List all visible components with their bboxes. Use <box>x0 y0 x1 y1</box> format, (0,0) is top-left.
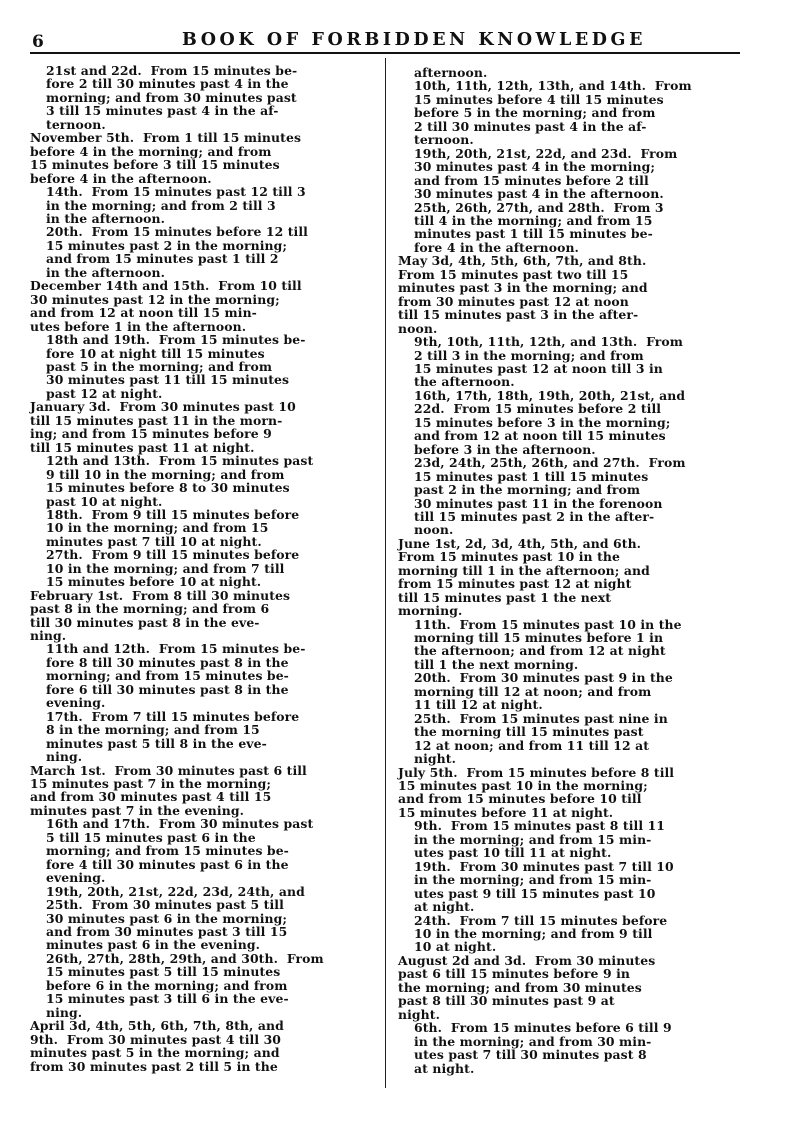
entry-line: 30 minutes past 4 in the afternoon. <box>414 186 664 202</box>
entry-line: 19th, 20th, 21st, 22d, 23d, 24th, and <box>46 883 305 899</box>
entry-line: till 15 minutes past 2 in the after- <box>414 508 655 524</box>
entry-line: noon. <box>398 320 438 336</box>
entry-line: morning till 12 at noon; and from <box>414 683 652 699</box>
entry-line: 15 minutes before 11 at night. <box>398 804 614 820</box>
entry-line: minutes past 1 till 15 minutes be- <box>414 226 653 242</box>
entry-line: morning; and from 30 minutes past <box>46 89 297 105</box>
schedule-entry <box>30 333 375 400</box>
entry-line: 23d, 24th, 25th, 26th, and 27th. From <box>414 455 686 471</box>
entry-line: 15 minutes past 3 till 6 in the eve- <box>46 991 289 1007</box>
entry-line: morning; and from 15 minutes be- <box>46 843 289 859</box>
entry-line: in the morning; and from 30 min- <box>414 1033 652 1049</box>
entry-line: 20th. From 30 minutes past 9 in the <box>414 670 673 686</box>
entry-line: before 5 in the morning; and from <box>414 105 656 121</box>
entry-line: morning till 1 in the afternoon; and <box>398 562 650 578</box>
entry-line: minutes past 7 in the evening. <box>30 802 244 818</box>
entry-line: past 6 till 15 minutes before 9 in <box>398 966 631 982</box>
entry-line: 15 minutes before 4 till 15 minutes <box>414 91 664 107</box>
entry-line: at night. <box>414 1060 475 1076</box>
entry-line: 12 at noon; and from 11 till 12 at <box>414 737 650 753</box>
entry-line: morning. <box>398 603 463 619</box>
schedule-entry <box>398 819 738 859</box>
entry-line: and from 15 minutes before 10 till <box>398 791 642 807</box>
entry-line: 26th, 27th, 28th, 29th, and 30th. From <box>46 950 324 966</box>
entry-line: December 14th and 15th. From 10 till <box>30 278 302 294</box>
entry-line: May 3d, 4th, 5th, 6th, 7th, and 8th. <box>398 253 647 269</box>
entry-line: and from 12 at noon till 15 min- <box>30 305 257 321</box>
entry-line: utes past 7 till 30 minutes past 8 <box>414 1047 647 1063</box>
entry-line: 19th. From 30 minutes past 7 till 10 <box>414 858 674 874</box>
entry-line: from 30 minutes past 12 at noon <box>398 293 629 309</box>
page-number: 6 <box>32 32 44 52</box>
schedule-entry <box>398 456 738 537</box>
entry-line: January 3d. From 30 minutes past 10 <box>30 399 296 415</box>
entry-line: From 15 minutes past two till 15 <box>398 266 629 282</box>
entry-line: 19th, 20th, 21st, 22d, and 23d. From <box>414 145 678 161</box>
entry-line: November 5th. From 1 till 15 minutes <box>30 130 302 146</box>
entry-line: till 15 minutes past 1 the next <box>398 589 612 605</box>
schedule-entry <box>30 400 375 454</box>
entry-line: 15 minutes before 8 to 30 minutes <box>46 480 290 496</box>
schedule-entry <box>398 1021 738 1075</box>
entry-line: and from 30 minutes past 3 till 15 <box>46 924 288 939</box>
schedule-entry <box>398 537 738 618</box>
entry-line: till 1 the next morning. <box>414 656 579 672</box>
entry-line: from 15 minutes past 12 at night <box>398 576 632 592</box>
entry-line: 15 minutes past 12 at noon till 3 in <box>414 360 663 376</box>
entry-line: April 3d, 4th, 5th, 6th, 7th, 8th, and <box>30 1018 284 1034</box>
entry-line: in the morning; and from 15 min- <box>414 872 652 888</box>
entry-line: 21st and 22d. From 15 minutes be- <box>46 63 298 78</box>
entry-line: at night. <box>414 899 475 915</box>
entry-line: 30 minutes past 4 in the morning; <box>414 159 656 175</box>
entry-line: 16th and 17th. From 30 minutes past <box>46 816 314 832</box>
schedule-entry <box>398 66 738 79</box>
entry-line: 25th. From 15 minutes past nine in <box>414 710 668 726</box>
entry-line: 22d. From 15 minutes before 2 till <box>414 401 662 417</box>
entry-line: afternoon. <box>414 65 488 80</box>
entry-line: 9th, 10th, 11th, 12th, and 13th. From <box>414 334 684 350</box>
entry-line: 15 minutes before 3 in the morning; <box>414 414 671 430</box>
entry-line: ternoon. <box>46 116 106 132</box>
entry-line: 10 in the morning; and from 15 <box>46 520 269 536</box>
entry-line: ning. <box>30 628 67 644</box>
schedule-entry <box>30 710 375 764</box>
entry-line: August 2d and 3d. From 30 minutes <box>398 952 656 968</box>
schedule-entry <box>30 548 375 588</box>
entry-line: the morning till 15 minutes past <box>414 724 644 740</box>
entry-line: minutes past 5 till 8 in the eve- <box>46 735 267 751</box>
entry-line: fore 6 till 30 minutes past 8 in the <box>46 681 289 697</box>
entry-line: till 15 minutes past 11 at night. <box>30 439 255 455</box>
schedule-entry <box>398 954 738 1021</box>
entry-line: before 6 in the morning; and from <box>46 977 288 993</box>
entry-line: from 30 minutes past 2 till 5 in the <box>30 1058 278 1074</box>
entry-line: 18th and 19th. From 15 minutes be- <box>46 332 306 348</box>
entry-line: 17th. From 7 till 15 minutes before <box>46 708 300 724</box>
entry-line: night. <box>398 1006 441 1022</box>
entry-line: fore 4 in the afternoon. <box>414 239 579 255</box>
schedule-entry <box>398 79 738 146</box>
entry-line: morning till 15 minutes before 1 in <box>414 630 664 646</box>
entry-line: past 8 till 30 minutes past 9 at <box>398 993 615 1009</box>
entry-line: 11th. From 15 minutes past 10 in the <box>414 616 682 632</box>
entry-line: 10 at night. <box>414 939 497 955</box>
entry-line: till 15 minutes past 11 in the morn- <box>30 412 283 428</box>
entry-line: 14th. From 15 minutes past 12 till 3 <box>46 184 306 200</box>
schedule-entry <box>398 766 738 820</box>
entry-line: 3 till 15 minutes past 4 in the af- <box>46 103 279 119</box>
entry-line: From 15 minutes past 10 in the <box>398 549 620 565</box>
column-divider <box>385 58 386 1088</box>
entry-line: 15 minutes past 1 till 15 minutes <box>414 468 649 484</box>
entry-line: and from 12 at noon till 15 minutes <box>414 428 666 444</box>
entry-line: 15 minutes before 10 at night. <box>46 574 262 590</box>
entry-line: minutes past 5 in the morning; and <box>30 1045 280 1061</box>
schedule-entry <box>30 817 375 884</box>
entry-line: minutes past 3 in the morning; and <box>398 280 648 296</box>
entry-line: 25th. From 30 minutes past 5 till <box>46 897 284 913</box>
entry-line: 15 minutes past 10 in the morning; <box>398 778 648 794</box>
entry-line: 9th. From 15 minutes past 8 till 11 <box>414 818 666 834</box>
entry-line: the afternoon; and from 12 at night <box>414 643 666 659</box>
entry-line: 30 minutes past 11 in the forenoon <box>414 495 663 511</box>
entry-line: fore 4 till 30 minutes past 6 in the <box>46 856 289 872</box>
entry-line: night. <box>414 751 457 767</box>
entry-line: 30 minutes past 11 till 15 minutes <box>46 372 290 388</box>
schedule-entry <box>398 254 738 335</box>
entry-line: and from 30 minutes past 4 till 15 <box>30 789 272 805</box>
entry-line: past 8 in the morning; and from 6 <box>30 601 270 617</box>
entry-line: 10 in the morning; and from 7 till <box>46 560 285 576</box>
entry-line: minutes past 7 till 10 at night. <box>46 533 262 549</box>
schedule-entry <box>30 952 375 1019</box>
entry-line: 18th. From 9 till 15 minutes before <box>46 506 300 522</box>
entry-line: 15 minutes past 2 in the morning; <box>46 237 288 253</box>
entry-line: 2 till 30 minutes past 4 in the af- <box>414 118 647 134</box>
entry-line: 15 minutes past 7 in the morning; <box>30 776 272 792</box>
entry-line: and from 15 minutes before 2 till <box>414 172 649 188</box>
entry-line: 10th, 11th, 12th, 13th, and 14th. From <box>414 78 692 94</box>
entry-line: ternoon. <box>414 132 474 148</box>
entry-line: ning. <box>46 749 83 765</box>
schedule-entry <box>30 185 375 225</box>
right-column <box>398 66 738 1075</box>
schedule-entry <box>30 225 375 279</box>
entry-line: February 1st. From 8 till 30 minutes <box>30 587 291 603</box>
entry-line: 16th, 17th, 18th, 19th, 20th, 21st, and <box>414 387 686 403</box>
entry-line: evening. <box>46 695 106 711</box>
entry-line: 10 in the morning; and from 9 till <box>414 926 653 941</box>
entry-line: ning. <box>46 1004 83 1020</box>
running-title: BOOK OF FORBIDDEN KNOWLEDGE <box>182 30 647 50</box>
schedule-entry <box>398 671 738 711</box>
entry-line: past 2 in the morning; and from <box>414 482 641 498</box>
entry-line: in the morning; and from 2 till 3 <box>46 197 276 213</box>
entry-line: 6th. From 15 minutes before 6 till 9 <box>414 1020 672 1036</box>
entry-line: till 4 in the morning; and from 15 <box>414 212 653 228</box>
entry-line: 9th. From 30 minutes past 4 till 30 <box>30 1031 282 1047</box>
entry-line: utes past 9 till 15 minutes past 10 <box>414 885 656 901</box>
left-column <box>30 64 375 1073</box>
entry-line: evening. <box>46 870 106 886</box>
entry-line: 11th and 12th. From 15 minutes be- <box>46 641 306 657</box>
entry-line: 5 till 15 minutes past 6 in the <box>46 829 256 845</box>
schedule-entry <box>30 454 375 508</box>
entry-line: fore 8 till 30 minutes past 8 in the <box>46 654 289 670</box>
schedule-entry <box>398 712 738 766</box>
entry-line: past 5 in the morning; and from <box>46 358 273 374</box>
entry-line: 15 minutes past 5 till 15 minutes <box>46 964 281 980</box>
schedule-entry <box>398 147 738 201</box>
entry-line: in the morning; and from 15 min- <box>414 831 652 847</box>
entry-line: ing; and from 15 minutes before 9 <box>30 426 272 442</box>
entry-line: 30 minutes past 12 in the morning; <box>30 291 280 307</box>
schedule-entry <box>30 508 375 548</box>
entry-line: before 3 in the afternoon. <box>414 441 596 457</box>
header-rule <box>30 52 740 54</box>
entry-line: 2 till 3 in the morning; and from <box>414 347 644 363</box>
entry-line: 24th. From 7 till 15 minutes before <box>414 912 668 928</box>
entry-line: till 30 minutes past 8 in the eve- <box>30 614 260 630</box>
entry-line: March 1st. From 30 minutes past 6 till <box>30 762 307 778</box>
schedule-entry <box>398 860 738 914</box>
schedule-entry <box>398 618 738 672</box>
entry-line: 27th. From 9 till 15 minutes before <box>46 547 300 563</box>
entry-line: fore 10 at night till 15 minutes <box>46 345 265 361</box>
entry-line: past 10 at night. <box>46 493 163 509</box>
entry-line: before 4 in the morning; and from <box>30 143 272 159</box>
entry-line: utes before 1 in the afternoon. <box>30 318 247 334</box>
entry-line: minutes past 6 in the evening. <box>46 937 260 953</box>
entry-line: and from 15 minutes past 1 till 2 <box>46 251 279 267</box>
schedule-entry <box>30 279 375 333</box>
entry-line: 11 till 12 at night. <box>414 697 543 713</box>
entry-line: past 12 at night. <box>46 385 163 401</box>
schedule-entry <box>398 201 738 255</box>
entry-line: noon. <box>414 522 454 538</box>
entry-line: 30 minutes past 6 in the morning; <box>46 910 288 926</box>
schedule-entry <box>30 764 375 818</box>
schedule-entry <box>398 335 738 389</box>
entry-line: June 1st, 2d, 3d, 4th, 5th, and 6th. <box>398 535 642 551</box>
schedule-entry <box>30 885 375 952</box>
entry-line: before 4 in the afternoon. <box>30 170 212 186</box>
schedule-entry <box>30 589 375 643</box>
entry-line: 9 till 10 in the morning; and from <box>46 466 285 482</box>
entry-line: the afternoon. <box>414 374 515 390</box>
running-header <box>30 28 740 54</box>
schedule-entry <box>30 1019 375 1073</box>
schedule-entry <box>398 389 738 456</box>
entry-line: in the afternoon. <box>46 210 166 226</box>
entry-line: till 15 minutes past 3 in the after- <box>398 307 639 323</box>
entry-line: 8 in the morning; and from 15 <box>46 722 260 738</box>
schedule-entry <box>30 64 375 131</box>
entry-line: in the afternoon. <box>46 264 166 280</box>
entry-line: 15 minutes before 3 till 15 minutes <box>30 157 280 173</box>
schedule-entry <box>30 131 375 185</box>
entry-line: fore 2 till 30 minutes past 4 in the <box>46 76 289 92</box>
entry-line: the morning; and from 30 minutes <box>398 979 642 995</box>
schedule-entry <box>30 642 375 709</box>
entry-line: utes past 10 till 11 at night. <box>414 845 612 861</box>
schedule-entry <box>398 914 738 954</box>
entry-line: 25th, 26th, 27th, and 28th. From 3 <box>414 199 664 215</box>
entry-line: morning; and from 15 minutes be- <box>46 668 289 684</box>
entry-line: 20th. From 15 minutes before 12 till <box>46 224 308 240</box>
entry-line: July 5th. From 15 minutes before 8 till <box>398 764 675 780</box>
entry-line: 12th and 13th. From 15 minutes past <box>46 453 314 469</box>
